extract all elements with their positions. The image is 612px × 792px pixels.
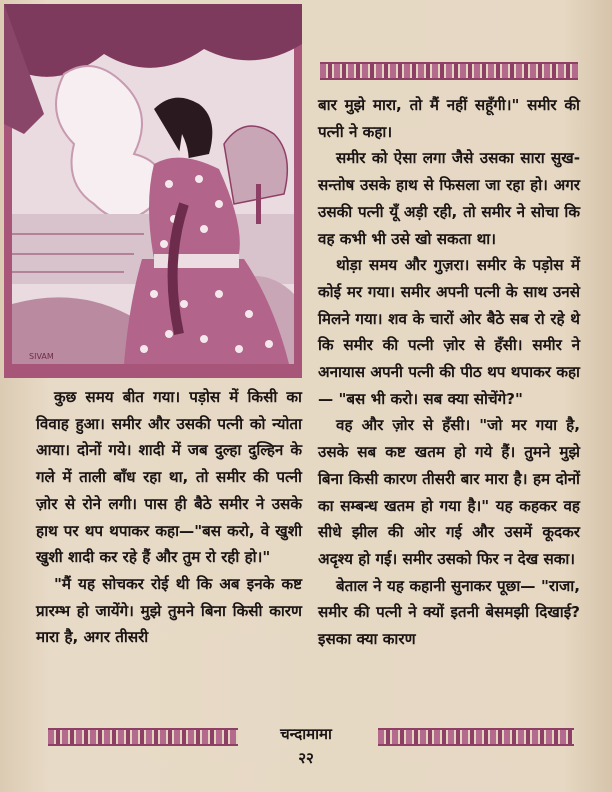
left-paragraph-2: "मैं यह सोचकर रोई थी कि अब इनके कष्ट प्रारम्भ हो जायेंगे। मुझे तुमने बिना किसी कारण मारा है, अगर तीसरी [36, 574, 302, 647]
story-illustration [4, 4, 302, 378]
page-number: २२ [298, 749, 314, 767]
left-paragraph-1: कुछ समय बीत गया। पड़ोस में किसी का विवाह हुआ। समीर और उसकी पत्नी को न्योता आया। दोनों गये। शादी में जब दुल्हा दुल्हिन के गले में ताली बाँध रहा था, तो समीर की पत्नी ज़ोर से रोने लगी। पास ही बैठे समीर ने उसके हाथ पर थप थपाकर कहा—"बस करो, वे खुशी खुशी शादी कर रहे हैं और तुम रो रही हो।" [36, 388, 302, 567]
right-text-column [318, 92, 580, 653]
left-text-column [36, 384, 302, 651]
magazine-title: चन्दामामा [280, 725, 332, 743]
illustration-woman-by-lake [4, 4, 302, 378]
decorative-border-top [320, 62, 578, 80]
right-paragraph-1: बार मुझे मारा, तो मैं नहीं सहूँगी।" समीर की पत्नी ने कहा। [318, 96, 580, 141]
right-paragraph-5: बेताल ने यह कहानी सुनाकर पूछा— "राजा, समीर की पत्नी ने क्यों इतनी बेसमझी दिखाई? इसका क्या कारण [318, 576, 580, 649]
right-paragraph-2: समीर को ऐसा लगा जैसे उसका सारा सुख-सन्तोष उसके हाथ से फिसला जा रहा हो। अगर उसकी पत्नी यूँ अड़ी रही, तो समीर ने सोचा कि वह कभी भी उसे खो सकता था। [318, 149, 580, 248]
right-paragraph-4: वह और ज़ोर से हँसी। "जो मर गया है, उसके सब कष्ट खतम हो गये हैं। तुमने मुझे बिना किसी कारण तीसरी बार मारा है। हम दोनों का सम्बन्ध खतम हो गया है।" यह कहकर वह सीधे झील की ओर गई और उसमें कूदकर अदृश्य हो गई। समीर उसको फिर न देख सका। [318, 416, 580, 568]
right-paragraph-3: थोड़ा समय और गुज़रा। समीर के पड़ोस में कोई मर गया। समीर अपनी पत्नी के साथ उनसे मिलने गया। शव के चारों ओर बैठे सब रो रहे थे कि समीर की पत्नी ज़ोर से हँसी। समीर ने अनायास अपनी पत्नी की पीठ थप थपाकर कहा— "बस भी करो। सब क्या सोचेंगे?" [318, 256, 580, 408]
artist-signature: SIVAM [29, 352, 54, 361]
